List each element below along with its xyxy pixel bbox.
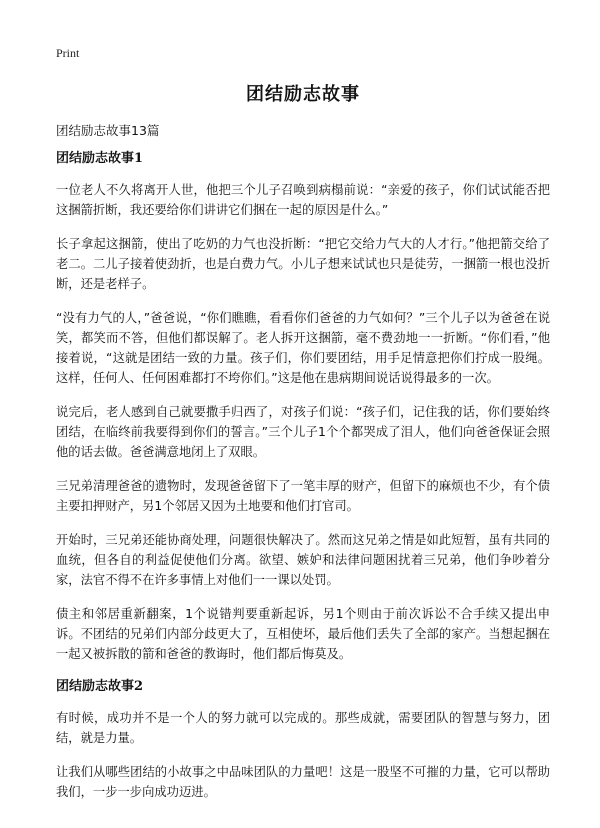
paragraph: 三兄弟清理爸爸的遗物时，发现爸爸留下了一笔丰厚的财产，但留下的麻烦也不少，有个债主要扣押财产，另1个邻居又因为土地要和他们打官司。 xyxy=(56,479,550,513)
section-heading: 团结励志故事1 xyxy=(56,151,144,166)
page-title: 团结励志故事 xyxy=(246,84,360,105)
paragraph: 长子拿起这捆箭，使出了吃奶的力气也没折断：“把它交给力气大的人才行。”他把箭交给了老二。二儿子接着使劲折，也是白费力气。小儿子想来试试也只是徒劳，一捆箭一根也没折断，还是老样子。 xyxy=(56,237,550,291)
paragraph: 让我们从哪些团结的小故事之中品味团队的力量吧！这是一股坚不可摧的力量，它可以帮助我们，一步一步向成功迈进。 xyxy=(56,765,550,799)
paragraph: “没有力气的人，”爸爸说，“你们瞧瞧，看看你们爸爸的力气如何？”三个儿子以为爸爸在说笑，都笑而不答，但他们都误解了。老人拆开这捆箭，毫不费劲地一一折断。“你们看，”他接着说，“这就是团结一致的力量。孩子们，你们要团结，用手足情意把你们拧成一股绳。这样，任何人、任何困难都打不垮你们。”这是他在患病期间说话说得最多的一次。 xyxy=(56,311,550,385)
paragraph: 债主和邻居重新翻案，1个说错判要重新起诉，另1个则由于前次诉讼不合手续又提出申诉。不团结的兄弟们内部分歧更大了，互相使坏，最后他们丢失了全部的家产。当想起捆在一起又被拆散的箭和爸爸的教诲时，他们都后悔莫及。 xyxy=(56,607,550,661)
paragraph: 有时候，成功并不是一个人的努力就可以完成的。那些成就，需要团队的智慧与努力，团结，就是力量。 xyxy=(56,711,550,745)
paragraph: 说完后，老人感到自己就要撒手归西了，对孩子们说：“孩子们，记住我的话，你们要始终团结，在临终前我要得到你们的誓言。”三个儿子1个个都哭成了泪人，他们向爸爸保证会照他的话去做。爸爸满意地闭上了双眼。 xyxy=(56,405,550,459)
story-section-2 xyxy=(56,678,550,802)
paragraph: 开始时，三兄弟还能协商处理，问题很快解决了。然而这兄弟之情是如此短暂，虽有共同的血统，但各自的利益促使他们分离。欲望、嫉妒和法律问题困扰着三兄弟，他们争吵着分家，法官不得不在许多事情上对他们一一课以处罚。 xyxy=(56,533,550,587)
paragraph: 一位老人不久将离开人世，他把三个儿子召唤到病榻前说：“亲爱的孩子，你们试试能否把这捆箭折断，我还要给你们讲讲它们捆在一起的原因是什么。” xyxy=(56,183,550,217)
section-heading: 团结励志故事2 xyxy=(56,679,144,694)
article-content xyxy=(56,150,550,816)
document-subtitle: 团结励志故事13篇 xyxy=(56,123,160,138)
print-link[interactable]: Print xyxy=(56,46,80,60)
story-section-1 xyxy=(56,150,550,664)
